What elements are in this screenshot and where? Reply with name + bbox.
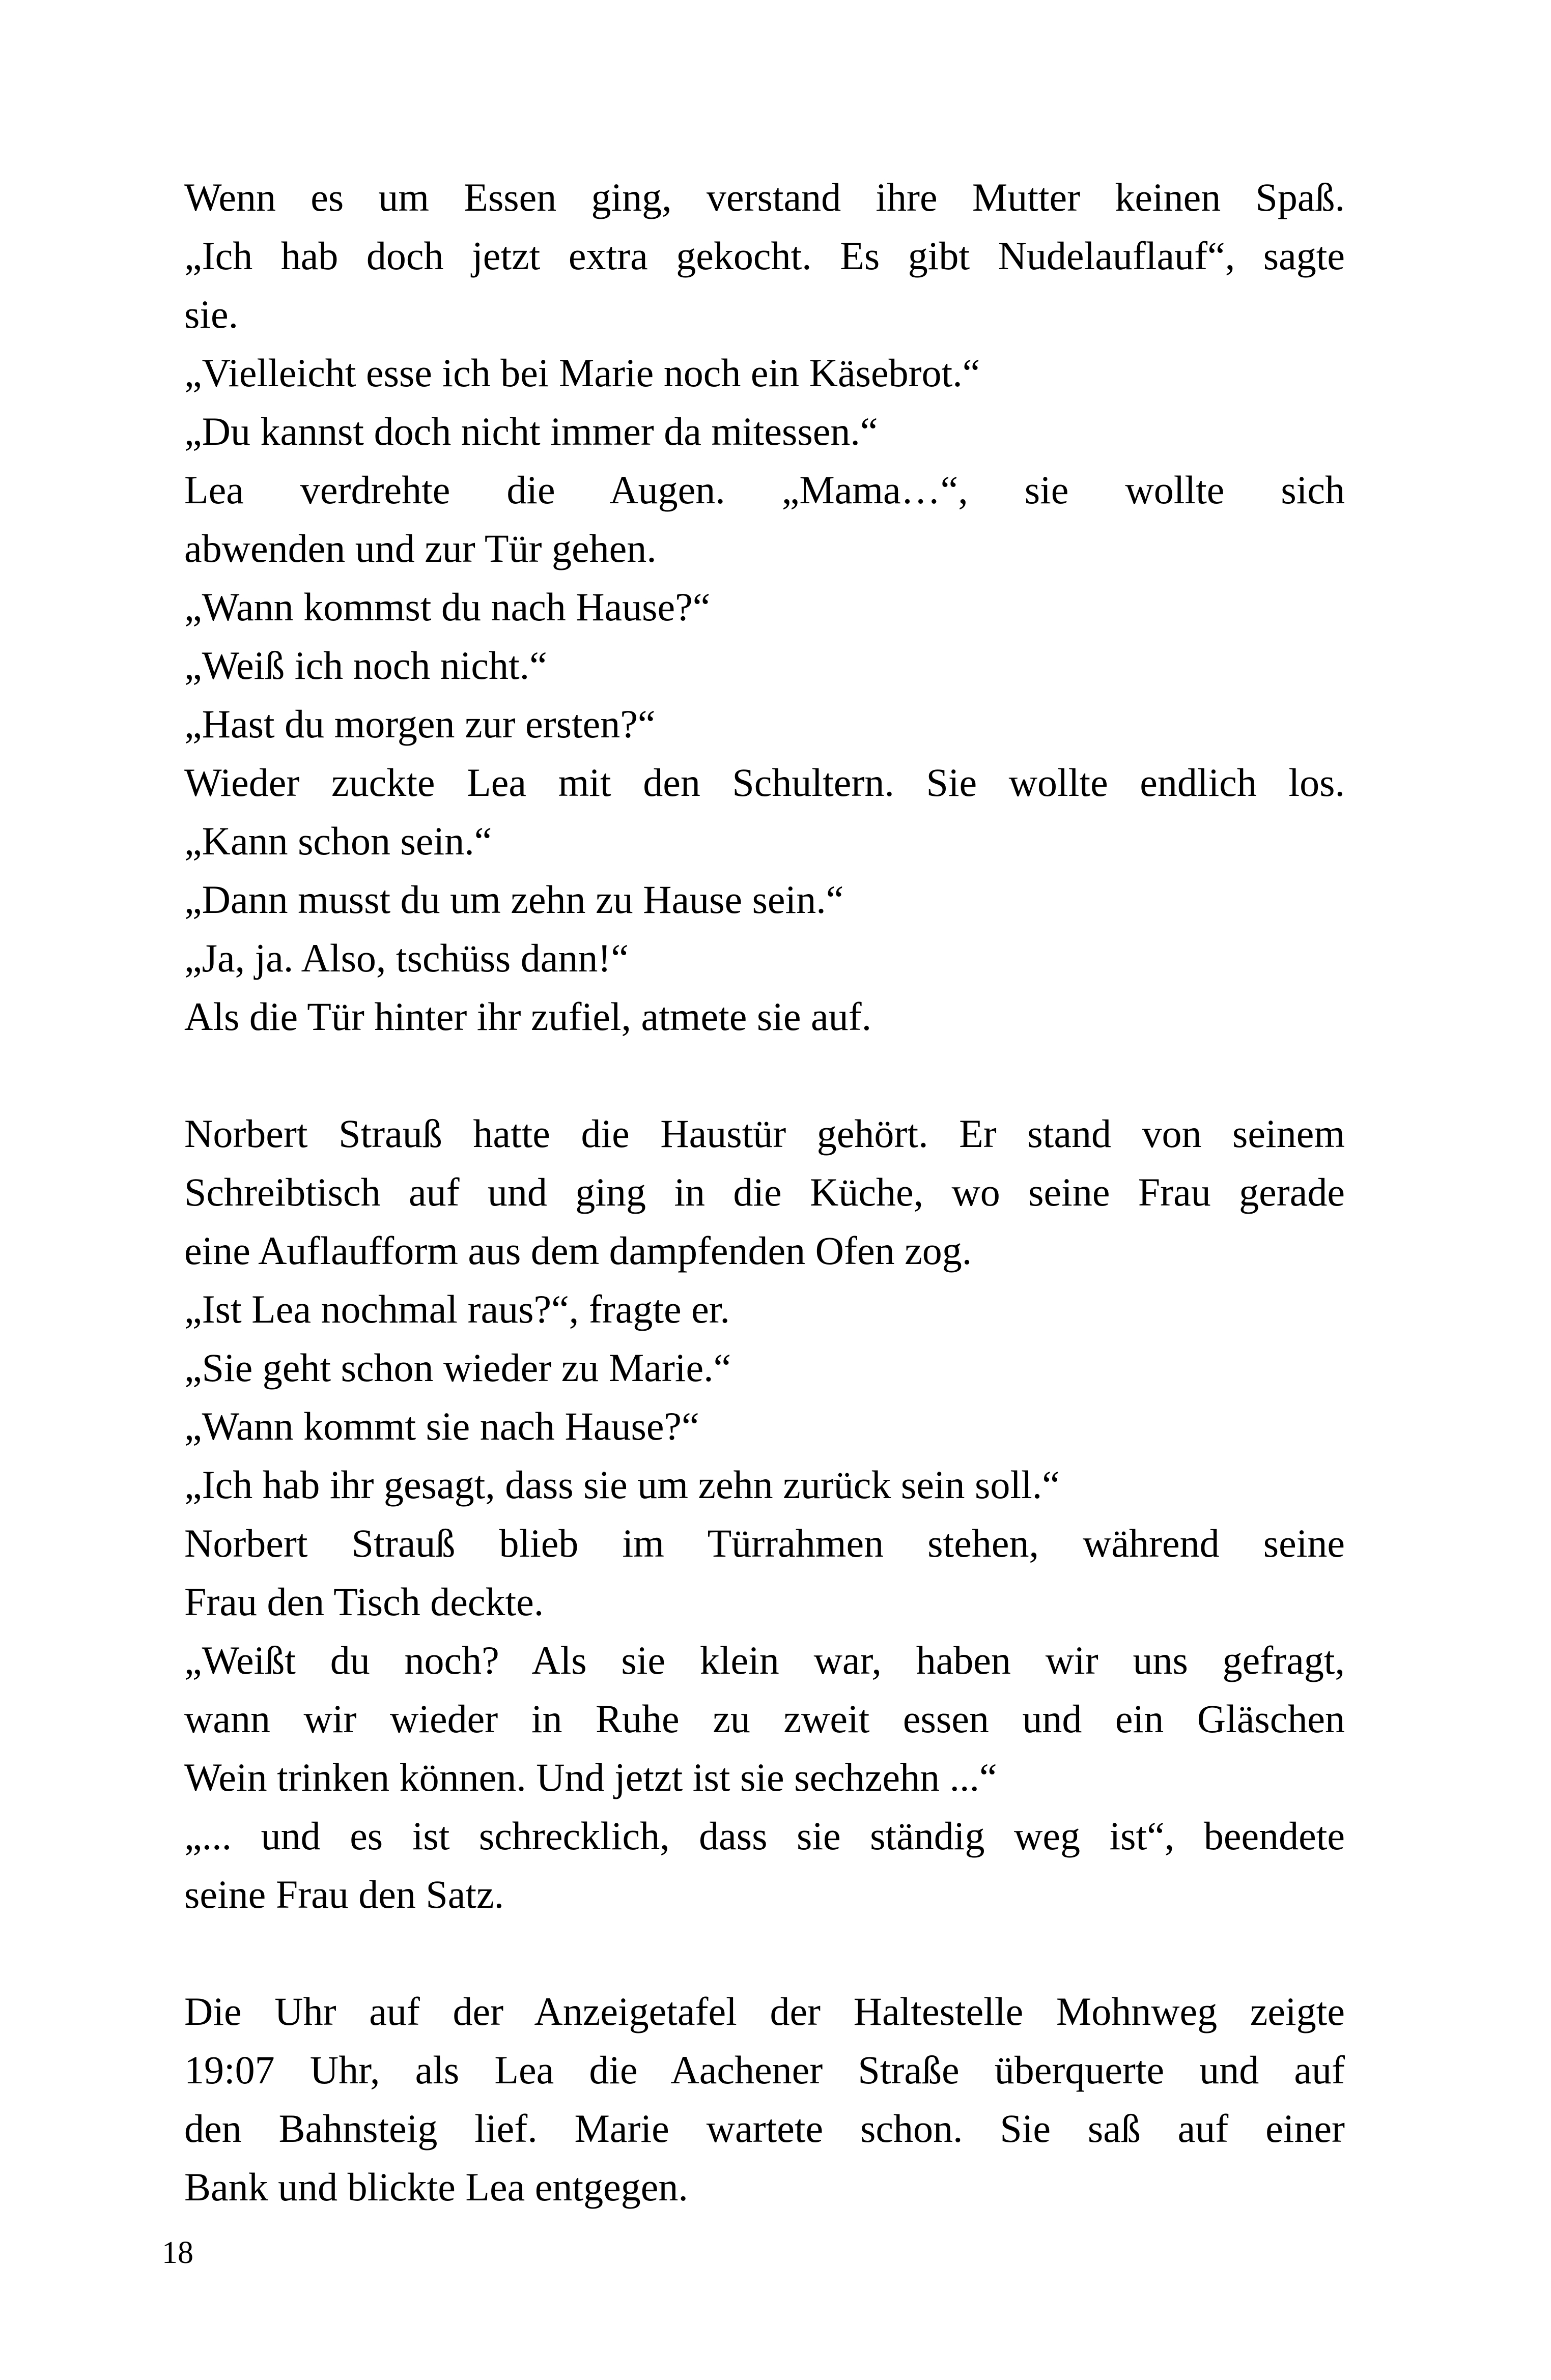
text-line: Als die Tür hinter ihr zufiel, atmete sie auf.	[184, 994, 872, 1039]
text-line: Bank und blickte Lea entgegen.	[184, 2165, 688, 2209]
page-number: 18	[162, 2235, 193, 2270]
text-line: „Ich hab doch jetzt extra gekocht. Es gibt Nudelauflauf“, sagte	[184, 234, 1345, 278]
text-line: Norbert Strauß blieb im Türrahmen stehen, während seine	[184, 1521, 1345, 1565]
paragraph-section	[184, 1982, 1345, 2216]
text-line: „Wann kommst du nach Hause?“	[184, 585, 711, 629]
text-line: „Wann kommt sie nach Hause?“	[184, 1404, 699, 1448]
text-line: Die Uhr auf der Anzeigetafel der Haltestelle Mohnweg zeigte	[184, 1989, 1345, 2033]
text-line: Lea verdrehte die Augen. „Mama…“, sie wollte sich	[184, 468, 1345, 512]
text-line: sie.	[184, 292, 239, 336]
text-line: Wenn es um Essen ging, verstand ihre Mutter keinen Spaß.	[184, 175, 1345, 219]
text-line: abwenden und zur Tür gehen.	[184, 526, 657, 570]
text-line: 19:07 Uhr, als Lea die Aachener Straße überquerte und auf	[184, 2048, 1345, 2092]
text-line: Norbert Strauß hatte die Haustür gehört. Er stand von seinem	[184, 1111, 1345, 1156]
text-line: „Sie geht schon wieder zu Marie.“	[184, 1345, 731, 1390]
text-line: „Ja, ja. Also, tschüss dann!“	[184, 936, 629, 980]
text-line: „Dann musst du um zehn zu Hause sein.“	[184, 877, 844, 922]
text-line: eine Auflaufform aus dem dampfenden Ofen zog.	[184, 1228, 972, 1273]
paragraph-section	[184, 168, 1345, 1046]
paragraph-section	[184, 1104, 1345, 1924]
text-line: „Weiß ich noch nicht.“	[184, 643, 547, 687]
text-line: „... und es ist schrecklich, dass sie ständig weg ist“, beendete	[184, 1814, 1345, 1858]
text-line: seine Frau den Satz.	[184, 1872, 504, 1916]
text-line: Wieder zuckte Lea mit den Schultern. Sie wollte endlich los.	[184, 760, 1345, 805]
text-line: Frau den Tisch deckte.	[184, 1580, 544, 1624]
text-line: „Ich hab ihr gesagt, dass sie um zehn zurück sein soll.“	[184, 1463, 1060, 1507]
text-block	[184, 168, 1345, 2216]
text-line: „Vielleicht esse ich bei Marie noch ein Käsebrot.“	[184, 351, 980, 395]
text-line: wann wir wieder in Ruhe zu zweit essen und ein Gläschen	[184, 1697, 1345, 1741]
text-line: „Du kannst doch nicht immer da mitessen.“	[184, 409, 878, 453]
text-line: „Kann schon sein.“	[184, 819, 492, 863]
text-line: Schreibtisch auf und ging in die Küche, wo seine Frau gerade	[184, 1170, 1345, 1214]
text-line: „Hast du morgen zur ersten?“	[184, 702, 656, 746]
text-line: Wein trinken können. Und jetzt ist sie sechzehn ...“	[184, 1755, 997, 1799]
text-line: „Ist Lea nochmal raus?“, fragte er.	[184, 1287, 730, 1331]
text-line: den Bahnsteig lief. Marie wartete schon. Sie saß auf einer	[184, 2106, 1345, 2150]
text-line: „Weißt du noch? Als sie klein war, haben wir uns gefragt,	[184, 1638, 1345, 1682]
